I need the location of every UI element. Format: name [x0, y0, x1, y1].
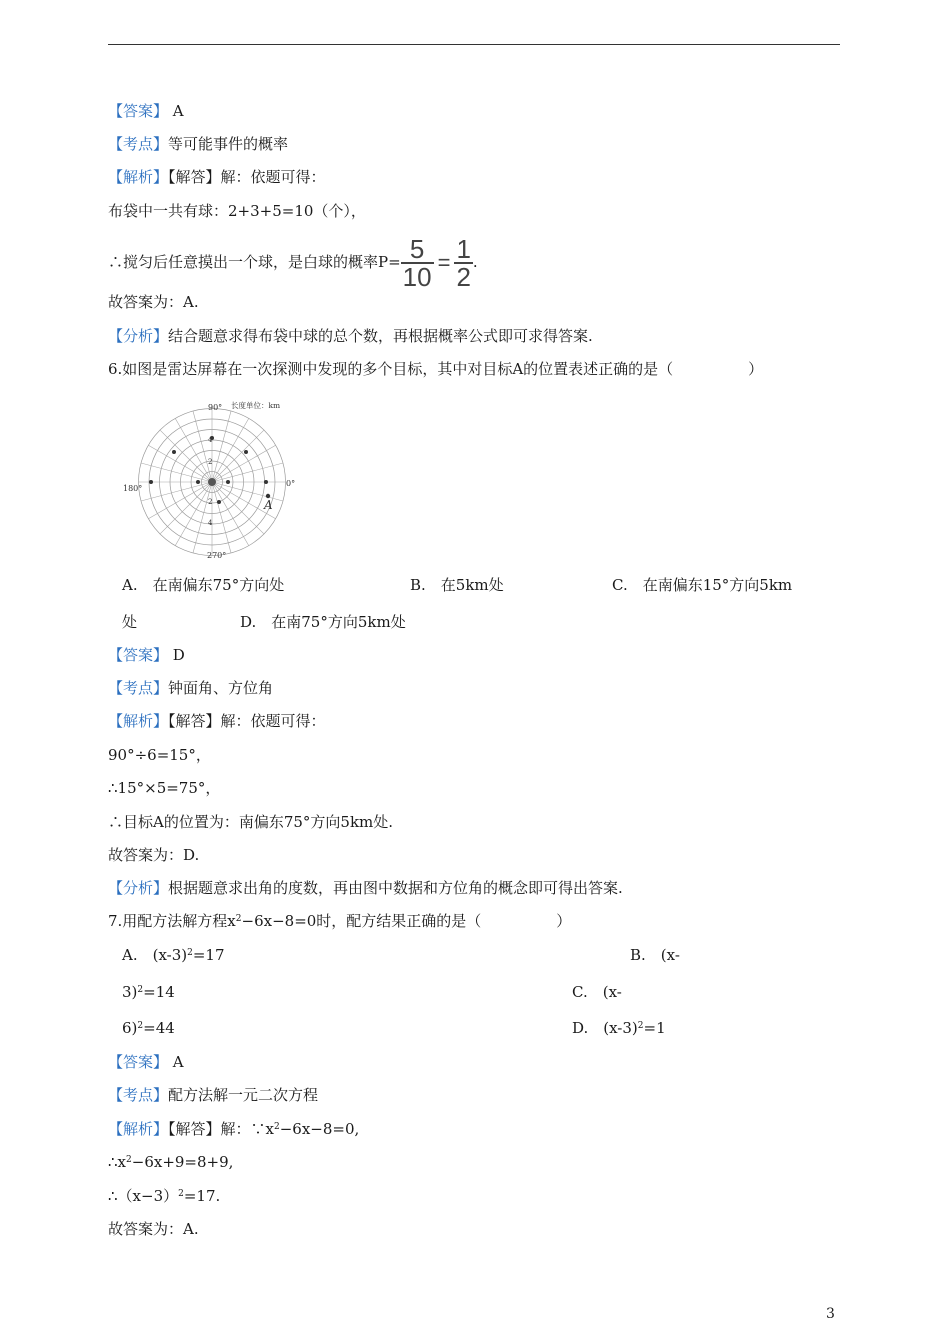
point-tag: 【考点】	[108, 1086, 169, 1104]
fraction-denominator: 10	[402, 262, 432, 292]
superscript: 2	[274, 1122, 280, 1132]
option-text: =1	[643, 1019, 666, 1037]
ring-label-2-south: 2	[208, 498, 213, 506]
answer-value: A	[172, 102, 184, 120]
q7-option-c: C. (x-	[572, 983, 622, 1001]
option-text: =17	[192, 946, 225, 964]
q7-conclusion: 故答案为：A.	[108, 1220, 199, 1238]
step-text: −6x−8=0,	[279, 1120, 360, 1138]
q6-step1: 90°÷6=15°，	[108, 746, 211, 764]
fraction-denominator: 2	[456, 262, 471, 292]
option-text: 3)	[122, 983, 138, 1001]
fraction-numerator: 1	[456, 234, 471, 264]
ring-label-2: 2	[208, 458, 213, 466]
radar-spoke	[212, 482, 231, 553]
label-180: 180°	[123, 484, 143, 493]
q6-answer	[108, 645, 185, 665]
solution-tag: 【解答】	[168, 1120, 221, 1138]
solution-tag: 【解答】	[168, 712, 221, 730]
q6-option-c: C. 在南偏东15°方向5km	[612, 576, 793, 594]
option-text: D. (x-3)	[572, 1019, 638, 1037]
analysis-tag: 【解析】	[108, 168, 169, 186]
step2-prefix: ∴搅匀后任意摸出一个球，是白球的概率P=	[108, 253, 401, 271]
label-0: 0°	[286, 479, 296, 488]
q5-point	[108, 134, 288, 154]
step-text: =17.	[183, 1187, 221, 1205]
answer-tag: 【答案】	[108, 1053, 169, 1071]
step-text: ∴x	[108, 1153, 127, 1171]
unit-label: 长度单位：km	[231, 401, 281, 410]
answer-tag: 【答案】	[108, 102, 169, 120]
q5-step1: 布袋中一共有球：2+3+5=10（个），	[108, 202, 366, 220]
radar-spoke	[212, 463, 283, 482]
point-tag: 【考点】	[108, 679, 169, 697]
label-270: 270°	[207, 551, 227, 560]
stem-text: 7.用配方法解方程x	[108, 912, 236, 930]
q7-point	[108, 1085, 318, 1105]
header-rule	[108, 44, 840, 45]
answer-value: A	[172, 1053, 184, 1071]
point-text: 钟面角、方位角	[168, 679, 274, 697]
step2-suffix: .	[472, 253, 478, 271]
option-text: A. (x-3)	[122, 946, 188, 964]
option-text: =44	[143, 1019, 175, 1037]
equals-sign: =	[437, 250, 451, 275]
option-text: =14	[143, 983, 175, 1001]
point-text: 等可能事件的概率	[168, 135, 289, 153]
target-point	[149, 480, 153, 484]
q6-option-a: A. 在南偏东75°方向处	[122, 576, 285, 594]
analysis-tag: 【解析】	[108, 712, 169, 730]
q6-option-c-continued: 处	[122, 613, 138, 631]
radar-spoke	[193, 411, 212, 482]
q7-step2	[108, 1186, 220, 1206]
q7-option-c-continued	[122, 1018, 175, 1038]
q7-stem	[108, 911, 571, 931]
step-text: −6x+9=8+9,	[131, 1153, 234, 1171]
q7-option-b-continued	[122, 982, 175, 1002]
q7-option-a	[122, 945, 225, 965]
superscript: 2	[235, 914, 242, 924]
q7-answer	[108, 1052, 184, 1072]
fenxi-text: 结合题意求得布袋中球的总个数，再根据概率公式即可求得答案.	[168, 327, 593, 345]
step-text: ∴（x−3）	[108, 1187, 179, 1205]
q7-analysis	[108, 1119, 359, 1139]
q6-conclusion: 故答案为：D.	[108, 846, 200, 864]
q7-option-d	[572, 1018, 666, 1038]
radar-spoke	[212, 482, 264, 534]
stem-text: −6x−8=0时，配方结果正确的是（ ）	[241, 912, 572, 930]
answer-value: D	[172, 646, 185, 664]
q5-analysis	[108, 167, 326, 187]
q7-option-b: B. (x-	[630, 946, 680, 964]
superscript: 2	[137, 1021, 144, 1031]
target-point	[172, 450, 176, 454]
solution-tag: 【解答】	[168, 168, 221, 186]
target-point	[244, 450, 248, 454]
target-point	[217, 500, 221, 504]
ring-label-4-south: 4	[208, 519, 213, 527]
radar-spoke	[160, 482, 212, 534]
q5-conclusion: 故答案为：A.	[108, 293, 199, 311]
q6-step3: ∴目标A的位置为：南偏东75°方向5km处.	[108, 813, 394, 831]
analysis-tag: 【解析】	[108, 1120, 169, 1138]
fraction-5-10	[401, 236, 434, 290]
superscript: 2	[178, 1189, 184, 1199]
radar-spoke	[160, 430, 212, 482]
q6-step2: ∴15°×5=75°，	[108, 779, 221, 797]
q6-point	[108, 678, 273, 698]
target-point	[226, 480, 230, 484]
q6-option-b: B. 在5km处	[410, 576, 504, 594]
radar-figure	[118, 398, 318, 566]
fenxi-text: 根据题意求出角的度数，再由图中数据和方位角的概念即可得出答案.	[168, 879, 623, 897]
radar-spoke	[212, 430, 264, 482]
radar-center	[208, 478, 216, 486]
superscript: 2	[637, 1021, 644, 1031]
radar-spoke	[212, 411, 231, 482]
q5-fenxi	[108, 326, 593, 346]
q6-stem: 6.如图是雷达屏幕在一次探测中发现的多个目标，其中对目标A的位置表述正确的是（ ）	[108, 360, 764, 378]
q6-fenxi	[108, 878, 623, 898]
target-a-label: A	[264, 498, 273, 512]
fenxi-tag: 【分析】	[108, 879, 169, 897]
q5-step2	[108, 232, 478, 292]
superscript: 2	[126, 1155, 132, 1165]
q7-step1	[108, 1152, 233, 1172]
q6-option-d: D. 在南75°方向5km处	[240, 613, 406, 631]
point-tag: 【考点】	[108, 135, 169, 153]
radar-spoke	[141, 482, 212, 501]
fraction-numerator: 5	[409, 234, 425, 264]
q5-answer	[108, 101, 184, 121]
point-text: 配方法解一元二次方程	[168, 1086, 319, 1104]
superscript: 2	[187, 948, 193, 958]
step-text: 解：∵x	[220, 1120, 274, 1138]
target-point	[264, 480, 268, 484]
ring-label-4: 4	[208, 436, 213, 444]
analysis-text: 解：依题可得：	[220, 712, 326, 730]
page-number: 3	[826, 1306, 835, 1322]
answer-tag: 【答案】	[108, 646, 169, 664]
target-point	[196, 480, 200, 484]
q6-analysis	[108, 711, 326, 731]
label-90: 90°	[208, 403, 223, 412]
radar-spoke	[193, 482, 212, 553]
analysis-text: 解：依题可得：	[220, 168, 326, 186]
option-text: 6)	[122, 1019, 138, 1037]
fraction-1-2	[454, 236, 472, 290]
radar-spoke	[141, 463, 212, 482]
superscript: 2	[137, 985, 144, 995]
fenxi-tag: 【分析】	[108, 327, 169, 345]
